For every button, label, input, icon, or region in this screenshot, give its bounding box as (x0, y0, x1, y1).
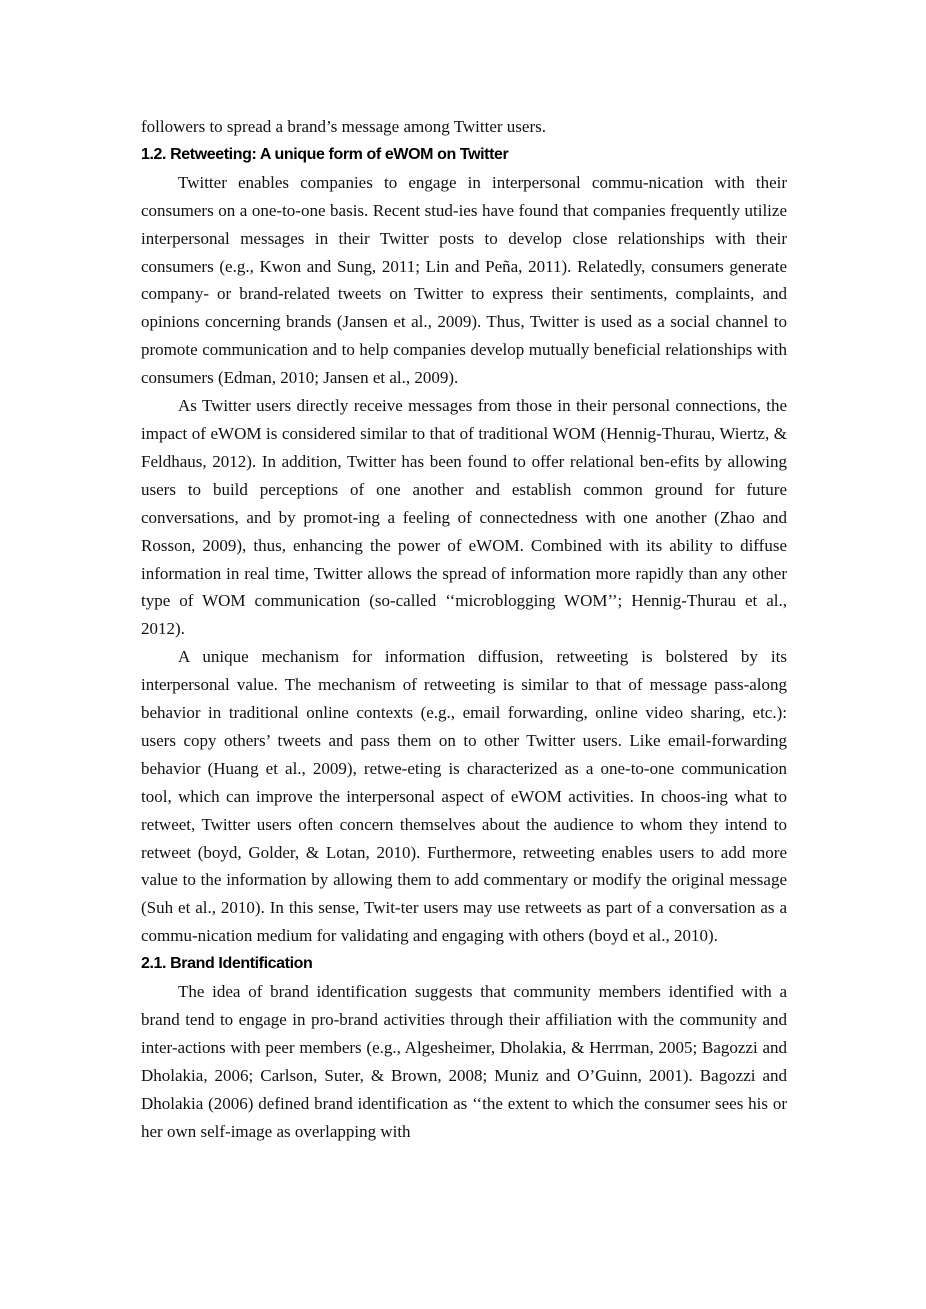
document-page (141, 113, 787, 1146)
lead-paragraph-fragment: followers to spread a brand’s message among Twitter users. (141, 117, 546, 136)
body-paragraph: A unique mechanism for information diffusion, retweeting is bolstered by its interpersonal value. The mechanism of retweeting is similar to that of message pass-along behavior in traditional online contexts (e.g., email forwarding, online video sharing, etc.): users copy others’ tweets and pass them on to other Twitter users. Like email-forwarding behavior (Huang et al., 2009), retwe-eting is characterized as a one-to-one communication tool, which can improve the interpersonal aspect of eWOM activities. In choos-ing what to retweet, Twitter users often concern themselves about the audience to whom they intend to retweet (boyd, Golder, & Lotan, 2010). Furthermore, retweeting enables users to add more value to the information by allowing them to add commentary or modify the original message (Suh et al., 2010). In this sense, Twit-ter users may use retweets as part of a conversation as a commu-nication medium for validating and engaging with others (boyd et al., 2010). (141, 647, 787, 946)
section-heading-1-2: 1.2. Retweeting: A unique form of eWOM on Twitter (141, 145, 509, 163)
body-paragraph: As Twitter users directly receive messages from those in their personal connections, the impact of eWOM is considered similar to that of traditional WOM (Hennig-Thurau, Wiertz, & Feldhaus, 2012). In addition, Twitter has been found to offer relational ben-efits by allowing users to build perceptions of one another and establish common ground for future conversations, and by promot-ing a feeling of connectedness with one another (Zhao and Rosson, 2009), thus, enhancing the power of eWOM. Combined with its ability to diffuse information in real time, Twitter allows the spread of information more rapidly than any other type of WOM communication (so-called ‘‘microblogging WOM’’; Hennig-Thurau et al., 2012). (141, 396, 787, 639)
section-heading-2-1: 2.1. Brand Identification (141, 955, 313, 973)
body-paragraph: The idea of brand identification suggests that community members identified with a brand tend to engage in pro-brand activities through their affiliation with the community and inter-actions with peer members (e.g., Algesheimer, Dholakia, & Herrman, 2005; Bagozzi and Dholakia, 2006; Carlson, Suter, & Brown, 2008; Muniz and O’Guinn, 2001). Bagozzi and Dholakia (2006) defined brand identification as ‘‘the extent to which the consumer sees his or her own self-image as overlapping with (141, 982, 787, 1141)
body-paragraph: Twitter enables companies to engage in interpersonal commu-nication with their consumers on a one-to-one basis. Recent stud-ies have found that companies frequently utilize interpersonal messages in their Twitter posts to develop close relationships with their consumers (e.g., Kwon and Sung, 2011; Lin and Peña, 2011). Relatedly, consumers generate company- or brand-related tweets on Twitter to express their sentiments, complaints, and opinions concerning brands (Jansen et al., 2009). Thus, Twitter is used as a social channel to promote communication and to help companies develop mutually beneficial relationships with consumers (Edman, 2010; Jansen et al., 2009). (141, 172, 787, 388)
